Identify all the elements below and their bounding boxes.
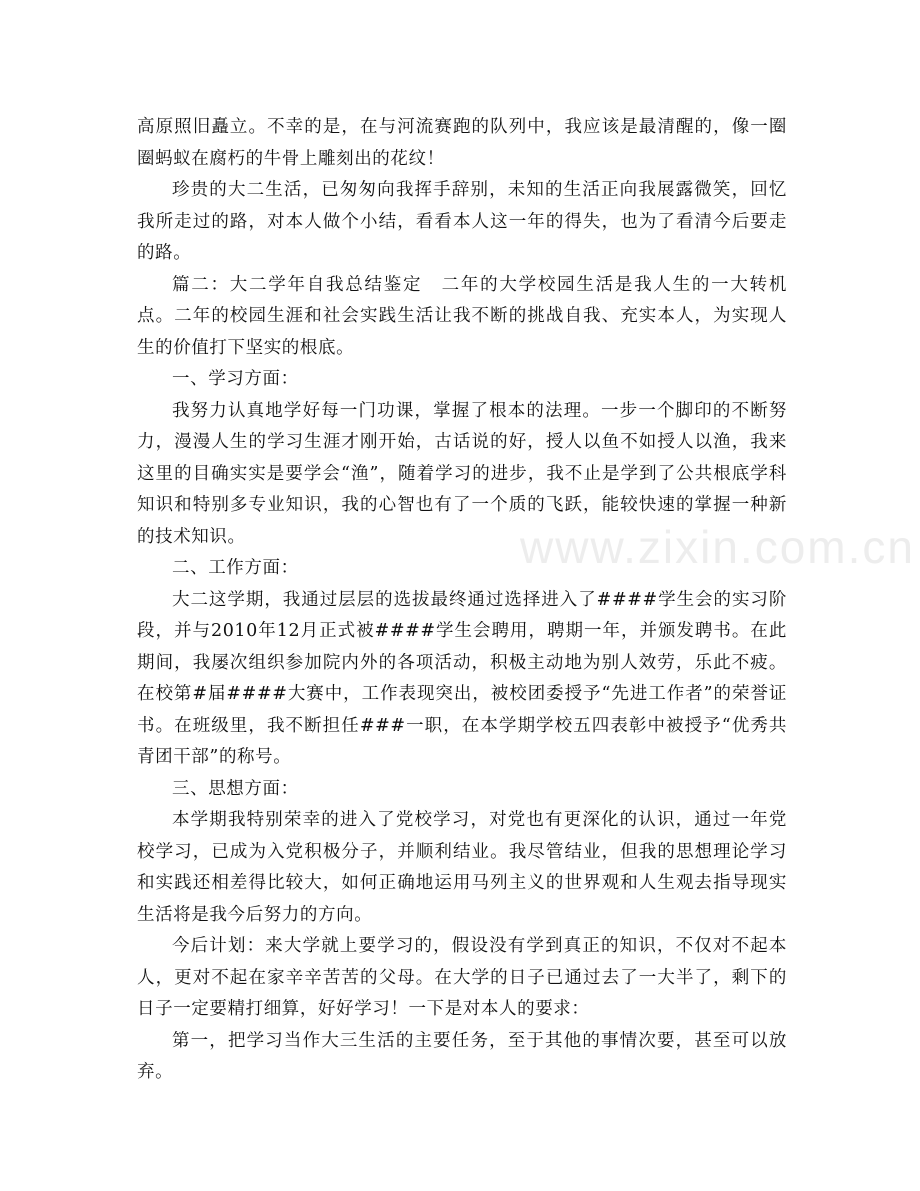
paragraph: 本学期我特别荣幸的进入了党校学习，对党也有更深化的认识，通过一年党校学习，已成为入党积极分子，并顺利结业。我尽管结业，但我的思想理论学习和实践还相差得比较大，如何正确地运用马列主义的世界观和人生观去指导现实生活将是我今后努力的方向。 — [137, 810, 787, 925]
section-heading-thought: 三、思想方面： — [172, 778, 299, 799]
paragraph: 大二这学期，我通过层层的选拔最终通过选择进入了####学生会的实习阶段，并与2010年12月正式被####学生会聘用，聘期一年，并颁发聘书。在此期间，我屡次组织参加院内外的各项活动，积极主动地为别人效劳，乐此不疲。在校第#届####大赛中，工作表现突出，被校团委授予“先进工作者”的荣誉证书。在班级里，我不断担任###一职，在本学期学校五四表彰中被授予“优秀共青团干部”的称号。 — [137, 589, 787, 767]
paragraph: 第一，把学习当作大三生活的主要任务，至于其他的事情次要，甚至可以放弃。 — [137, 1030, 787, 1082]
paragraph: 篇二：大二学年自我总结鉴定 二年的大学校园生活是我人生的一大转机点。二年的校园生涯和社会实践生活让我不断的挑战自我、充实本人，为实现人生的价值打下坚实的根底。 — [137, 274, 787, 358]
paragraph: 珍贵的大二生活，已匆匆向我挥手辞别，未知的生活正向我展露微笑，回忆我所走过的路，对本人做个小结，看看本人这一年的得失，也为了看清今后要走的路。 — [137, 180, 787, 263]
section-heading-study: 一、学习方面： — [172, 369, 299, 389]
watermark: www.zixin.com.cn — [520, 521, 915, 573]
paragraph: 今后计划：来大学就上要学习的，假设没有学到真正的知识，不仅对不起本人，更对不起在家辛辛苦苦的父母。在大学的日子已通过去了一大半了，剩下的日子一定要精打细算，好好学习！一下是对本人的要求： — [137, 936, 787, 1019]
paragraph: 高原照旧矗立。不幸的是，在与河流赛跑的队列中，我应该是最清醒的，像一圈圈蚂蚁在腐朽的牛骨上雕刻出的花纹！ — [137, 117, 787, 169]
document-body — [137, 112, 787, 1089]
paragraph: 我努力认真地学好每一门功课，掌握了根本的法理。一步一个脚印的不断努力，漫漫人生的学习生涯才刚开始，古话说的好，授人以鱼不如授人以渔，我来这里的目确实实是要学会“渔”，随着学习的进步，我不止是学到了公共根底学科知识和特别多专业知识，我的心智也有了一个质的飞跃，能较快速的掌握一种新的技术知识。 — [137, 400, 787, 547]
section-heading-work: 二、工作方面： — [172, 558, 299, 578]
